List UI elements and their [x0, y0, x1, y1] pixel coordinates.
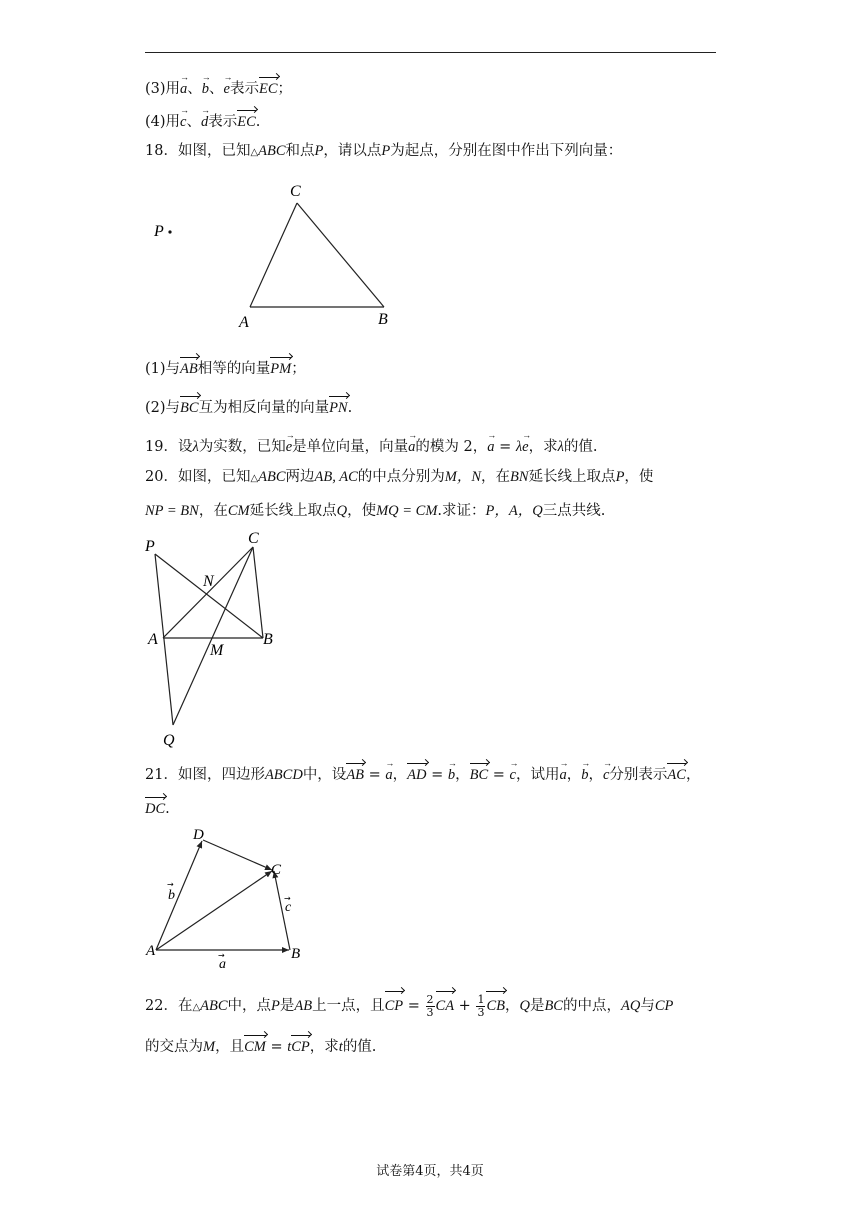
side-ac — [250, 203, 297, 307]
label-vector-c: c — [285, 900, 292, 915]
seg-bc — [253, 547, 263, 638]
side-bc — [297, 203, 384, 307]
question-18-part1: (1)与AB相等的向量PM； — [145, 355, 306, 379]
label-vector-b: b — [168, 888, 175, 903]
seg-pb — [155, 554, 263, 638]
label-vector-a-arrow: → — [218, 951, 225, 960]
question-20-line1: 20．如图，已知△ABC两边AB, AC的中点分别为M，N，在BN延长线上取点P，使 — [145, 469, 654, 485]
label-vector-a: a — [219, 957, 226, 968]
question-21-line2: DC. — [145, 795, 170, 819]
label-c: C — [290, 183, 301, 200]
question-18: 18．如图，已知△ABC和点P，请以点P为起点，分别在图中作出下列向量： — [145, 143, 623, 159]
label-c: C — [248, 530, 259, 547]
label-b: B — [378, 311, 388, 328]
label-p: P — [154, 223, 164, 240]
label-d: D — [193, 827, 204, 843]
question-22-line2: 的交点为M，且CM = tCP，求t的值. — [145, 1033, 376, 1057]
label-a: A — [146, 943, 156, 959]
header-rule — [145, 52, 716, 53]
label-p: P — [145, 538, 155, 555]
label-b: B — [291, 946, 301, 962]
question-20-line2: NP = BN，在CM延长线上取点Q，使MQ = CM.求证：P，A，Q三点共线. — [145, 503, 606, 519]
fraction-one-third: $\frac{1}{3}$ — [477, 992, 485, 1019]
q17-part3: (3)用→ a、→ b、→ e表示EC； — [145, 75, 292, 99]
label-a: A — [148, 631, 158, 648]
point-p-dot — [168, 230, 171, 233]
figure-21-quadrilateral — [140, 823, 320, 968]
question-21-line1: 21．如图，四边形ABCD中，设AB = → a，AD = → b，BC = → c，试用→ a，→ b，→ c分别表示AC， — [145, 761, 700, 785]
label-m: M — [210, 642, 224, 659]
question-19: 19．设λ为实数，已知→ e是单位向量，向量→ a的模为 2，→ a = λ→ e，求λ的值. — [145, 433, 598, 457]
question-18-part2: (2)与BC互为相反向量的向量PN. — [145, 394, 352, 418]
vector-dc — [203, 840, 272, 870]
fraction-two-thirds: $\frac{2}{3}$ — [426, 992, 434, 1019]
figure-18-triangle — [140, 178, 400, 338]
label-c: C — [271, 862, 282, 878]
page-footer: 试卷第4页，共4页 — [376, 1164, 484, 1179]
label-vector-b-arrow: → — [167, 880, 174, 889]
question-22-line1: 22．在△ABC中，点P是AB上一点，且CP = $\frac{2}{3}$ CA + $\frac{1}{3}$ CB，Q是BC的中点，AQ与CP — [145, 989, 673, 1021]
label-b: B — [263, 631, 273, 648]
label-a: A — [239, 314, 249, 331]
figure-20 — [140, 524, 290, 754]
label-vector-c-arrow: → — [284, 894, 291, 903]
seg-ac — [163, 547, 253, 638]
q17-part4: (4)用→ c、→ d表示EC. — [145, 108, 260, 132]
label-n: N — [203, 573, 214, 590]
label-q: Q — [163, 732, 175, 749]
